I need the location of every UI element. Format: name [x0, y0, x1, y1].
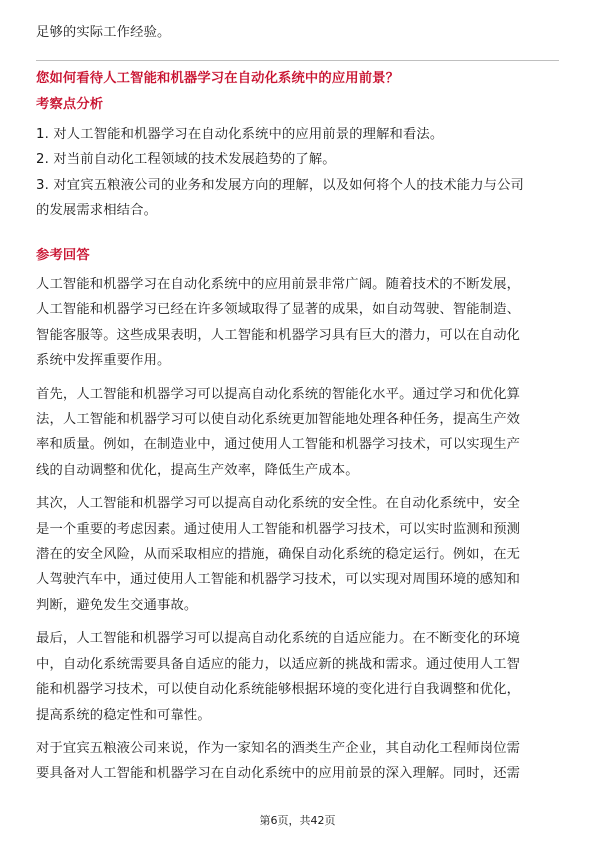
answer-paragraph — [36, 626, 520, 728]
analysis-item: 的发展需求相结合。 — [36, 203, 158, 219]
paragraph-line: 是一个重要的考虑因素。通过使用人工智能和机器学习技术，可以实时监测和预测 — [36, 521, 521, 537]
answer-paragraph — [36, 272, 520, 374]
paragraph-line: 中，自动化系统需要具备自适应的能力，以适应新的挑战和需求。通过使用人工智 — [36, 656, 521, 672]
analysis-item: 2. 对当前自动化工程领域的技术发展趋势的了解。 — [36, 152, 336, 168]
paragraph-line: 智能客服等。这些成果表明，人工智能和机器学习具有巨大的潜力，可以在自动化 — [36, 327, 521, 343]
paragraph-line: 人工智能和机器学习已经在许多领域取得了显著的成果，如自动驾驶、智能制造、 — [36, 302, 521, 318]
paragraph-line: 人工智能和机器学习在自动化系统中的应用前景非常广阔。随着技术的不断发展， — [36, 277, 521, 292]
paragraph-line: 其次，人工智能和机器学习可以提高自动化系统的安全性。在自动化系统中，安全 — [36, 496, 521, 512]
paragraph-line: 要具备对人工智能和机器学习在自动化系统中的应用前景的深入理解。同时，还需 — [36, 766, 521, 782]
page-number: 第6页，共42页 — [259, 814, 336, 827]
paragraph-line: 能和机器学习技术，可以使自动化系统能够根据环境的变化进行自我调整和优化， — [36, 682, 521, 698]
analysis-item: 1. 对人工智能和机器学习在自动化系统中的应用前景的理解和看法。 — [36, 127, 444, 142]
answer-body — [36, 272, 520, 795]
paragraph-line: 潜在的安全风险，从而采取相应的措施，确保自动化系统的稳定运行。例如，在无 — [36, 547, 521, 563]
paragraph-line: 法，人工智能和机器学习可以使自动化系统更加智能地处理各种任务，提高生产效 — [36, 412, 521, 428]
paragraph-line: 首先，人工智能和机器学习可以提高自动化系统的智能化水平。通过学习和优化算 — [36, 386, 521, 402]
paragraph-line: 对于宜宾五粮液公司来说，作为一家知名的酒类生产企业，其自动化工程师岗位需 — [36, 740, 521, 756]
paragraph-line: 系统中发挥重要作用。 — [36, 353, 171, 369]
lead-text: 足够的实际工作经验。 — [36, 25, 171, 40]
section-divider — [36, 60, 559, 61]
answer-paragraph — [36, 491, 520, 618]
answer-paragraph — [36, 382, 520, 484]
paragraph-line: 最后，人工智能和机器学习可以提高自动化系统的自适应能力。在不断变化的环境 — [36, 631, 521, 647]
answer-heading: 参考回答 — [36, 248, 90, 263]
paragraph-line: 率和质量。例如，在制造业中，通过使用人工智能和机器学习技术，可以实现生产 — [36, 437, 521, 453]
analysis-heading: 考察点分析 — [36, 97, 104, 112]
analysis-list — [36, 122, 524, 224]
paragraph-line: 判断，避免发生交通事故。 — [36, 597, 198, 613]
analysis-item: 3. 对宜宾五粮液公司的业务和发展方向的理解，以及如何将个人的技术能力与公司 — [36, 177, 525, 193]
paragraph-line: 提高系统的稳定性和可靠性。 — [36, 707, 211, 723]
question-title: 您如何看待人工智能和机器学习在自动化系统中的应用前景？ — [36, 71, 400, 86]
paragraph-line: 线的自动调整和优化，提高生产效率，降低生产成本。 — [36, 462, 359, 478]
answer-paragraph — [36, 736, 520, 787]
paragraph-line: 人驾驶汽车中，通过使用人工智能和机器学习技术，可以实现对周围环境的感知和 — [36, 572, 521, 588]
